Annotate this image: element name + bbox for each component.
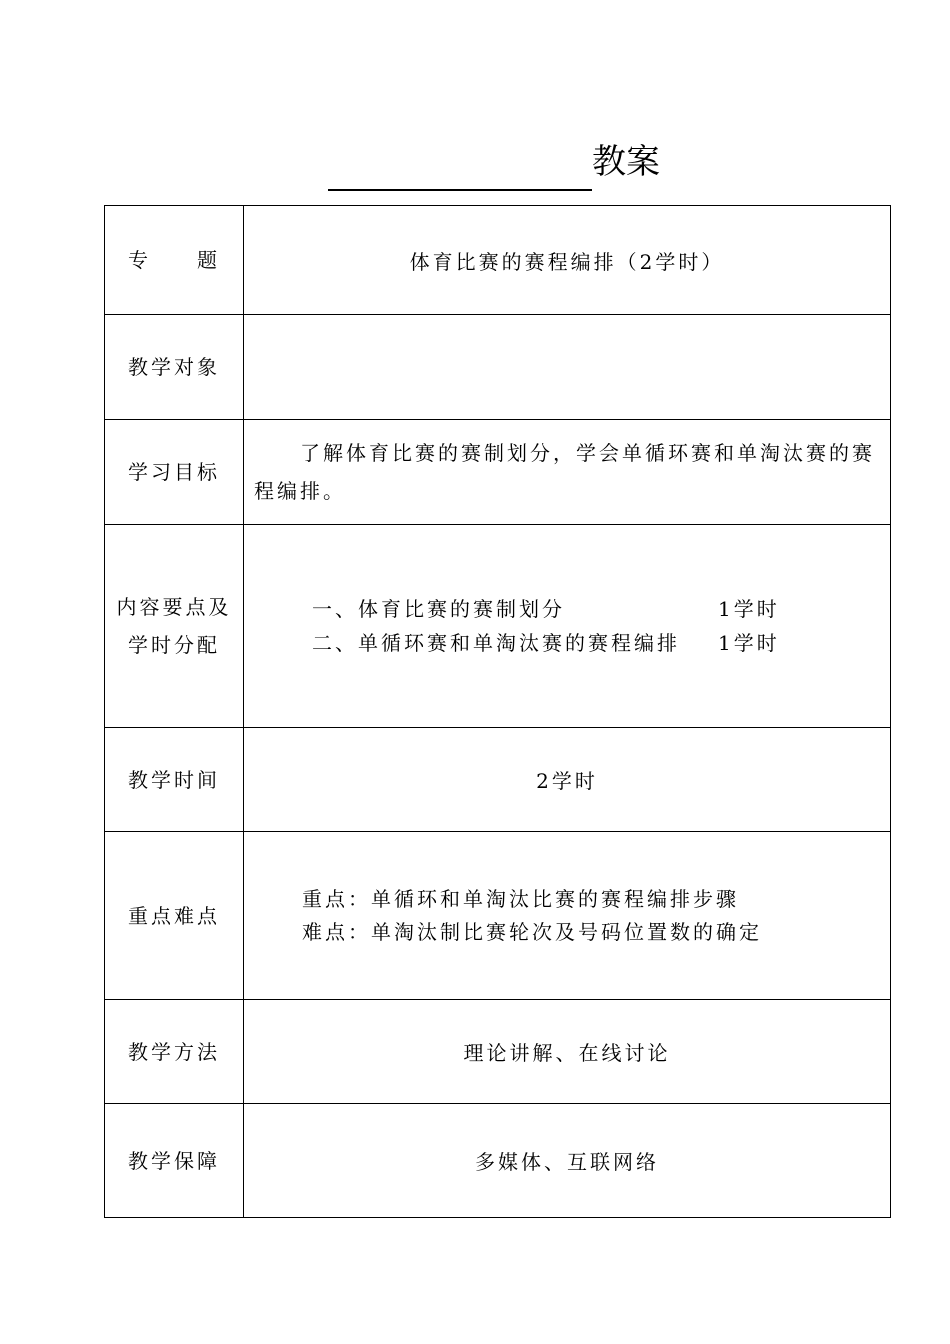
label-topic: 专 题 xyxy=(105,206,244,315)
row-content xyxy=(105,525,891,728)
value-time: 2学时 xyxy=(244,728,891,832)
content-item-hours: 1学时 xyxy=(718,631,780,655)
value-content xyxy=(244,525,891,728)
label-time: 教学时间 xyxy=(105,728,244,832)
content-item-hours: 1学时 xyxy=(718,597,780,621)
row-time xyxy=(105,728,891,832)
row-topic xyxy=(105,206,891,315)
label-audience: 教学对象 xyxy=(105,315,244,420)
value-audience xyxy=(244,315,891,420)
content-item xyxy=(244,592,890,626)
label-content-line1: 内容要点及 xyxy=(116,595,232,619)
row-method xyxy=(105,1000,891,1104)
label-content xyxy=(105,525,244,728)
label-goals: 学习目标 xyxy=(105,420,244,525)
key-point-focus: 重点：单循环和单淘汰比赛的赛程编排步骤 xyxy=(302,886,739,911)
title-underline xyxy=(328,189,592,191)
page-title: 教案 xyxy=(592,142,660,182)
value-topic: 体育比赛的赛程编排（2学时） xyxy=(244,206,891,315)
content-item-text: 二、单循环赛和单淘汰赛的赛程编排 xyxy=(312,631,680,655)
value-goals-cell xyxy=(244,420,891,525)
row-goals xyxy=(105,420,891,525)
value-goals: 了解体育比赛的赛制划分，学会单循环赛和单淘汰赛的赛程编排。 xyxy=(254,441,875,503)
row-key-points xyxy=(105,832,891,1000)
label-support: 教学保障 xyxy=(105,1104,244,1218)
value-key-points xyxy=(244,832,891,1000)
content-item xyxy=(244,626,890,660)
lesson-plan-table xyxy=(104,205,891,1218)
label-key-points: 重点难点 xyxy=(105,832,244,1000)
label-method: 教学方法 xyxy=(105,1000,244,1104)
value-method: 理论讲解、在线讨论 xyxy=(244,1000,891,1104)
content-item-text: 一、体育比赛的赛制划分 xyxy=(312,597,565,621)
value-support: 多媒体、互联网络 xyxy=(244,1104,891,1218)
label-content-line2: 学时分配 xyxy=(128,633,220,657)
key-point-difficulty: 难点：单淘汰制比赛轮次及号码位置数的确定 xyxy=(302,919,762,944)
row-support xyxy=(105,1104,891,1218)
row-audience xyxy=(105,315,891,420)
